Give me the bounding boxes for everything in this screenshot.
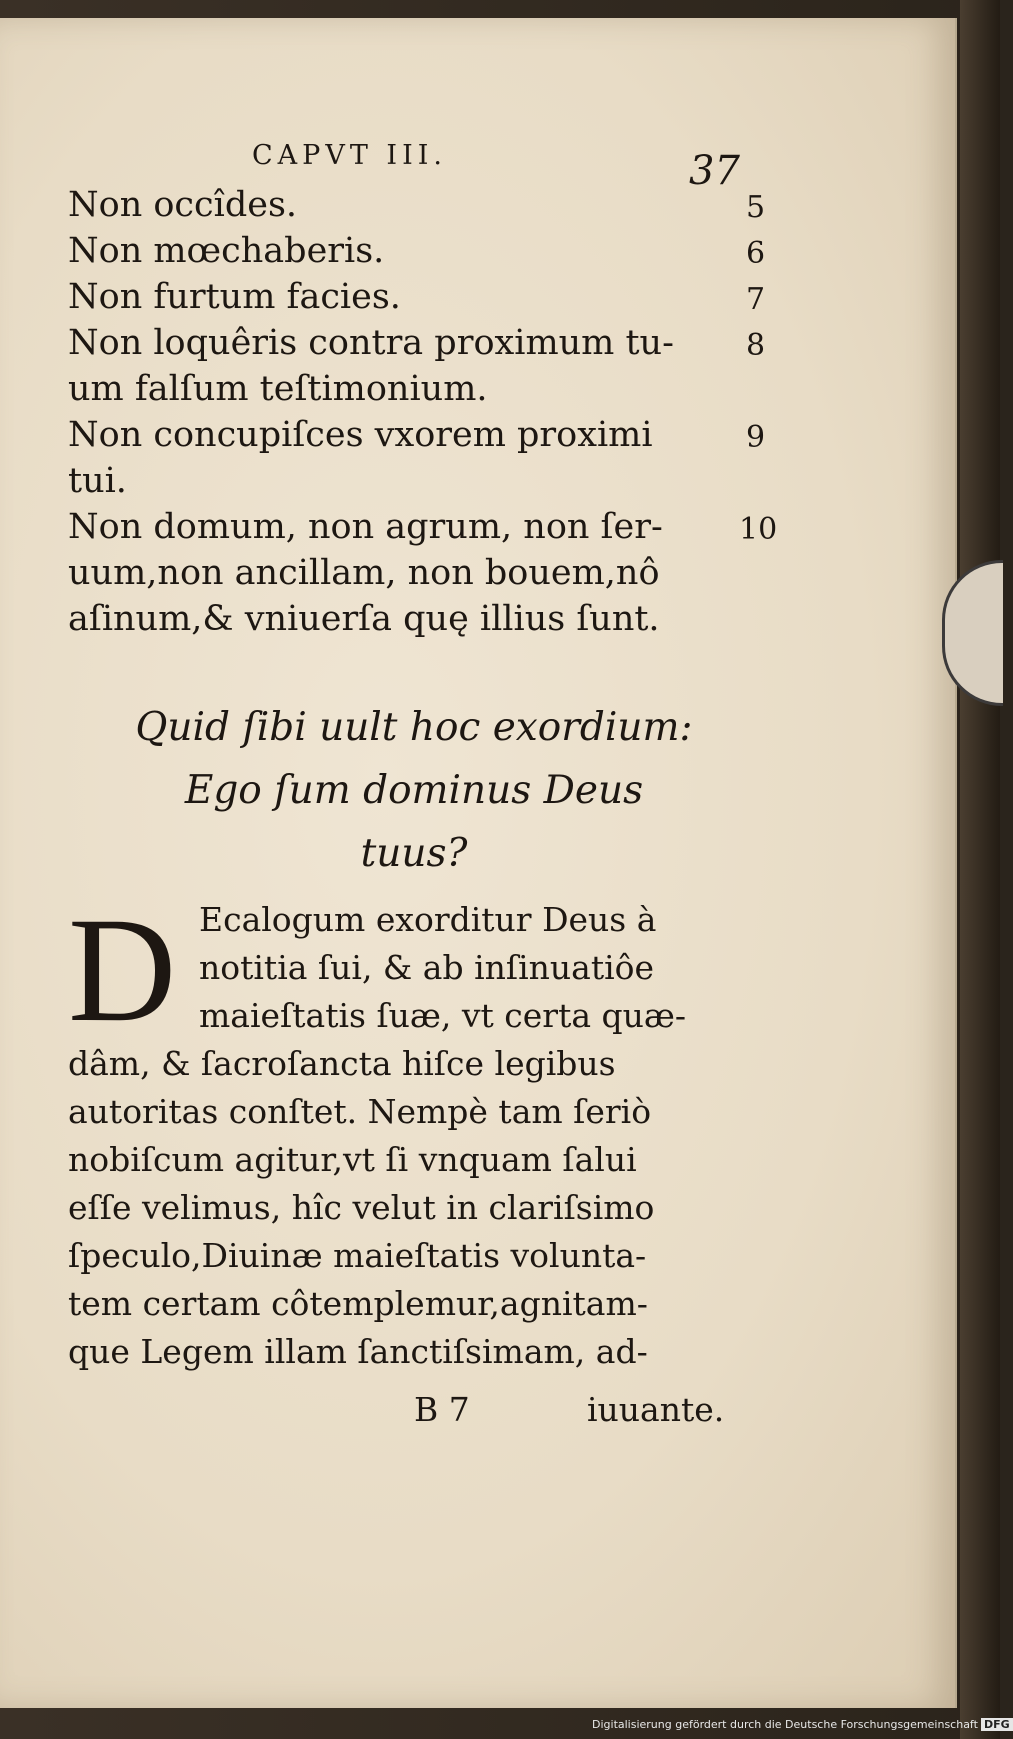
body-line: eſſe velimus, hîc velut in clariſsimo	[68, 1188, 655, 1227]
book-edge	[960, 0, 1000, 1739]
body-line: que Legem illam ſanctiſsimam, ad-	[68, 1332, 648, 1371]
running-head: CAPVT III.	[252, 140, 447, 171]
commandment-line: Non concupiſces vxorem proximi	[68, 415, 653, 455]
commandment-line: Non mœchaberis.	[68, 231, 385, 271]
body-line: tem certam côtemplemur,agnitam-	[68, 1284, 648, 1323]
commandment-number: 5	[746, 190, 766, 225]
body-line: nobiſcum agitur,vt ſi vnquam ſalui	[68, 1140, 637, 1179]
commandment-line: Non domum, non agrum, non ſer-	[68, 507, 663, 547]
credit-text: Digitalisierung gefördert durch die Deutsche Forschungsgemeinschaft	[592, 1718, 978, 1731]
body-line: autoritas conſtet. Nempè tam ſeriò	[68, 1092, 652, 1131]
digitization-credit	[592, 1718, 1013, 1731]
commandment-line: Non loquêris contra proximum tu-	[68, 323, 674, 363]
commandment-number: 9	[746, 420, 766, 455]
body-line: Ecalogum exorditur Deus à	[199, 900, 657, 939]
commandment-number: 10	[739, 512, 778, 547]
signature-mark: B 7	[414, 1390, 470, 1429]
commandment-line: tui.	[68, 461, 127, 501]
commandment-number: 7	[746, 282, 766, 317]
commandment-line: um falſum teſtimonium.	[68, 369, 488, 409]
question-heading-line: Ego ſum dominus Deus	[184, 768, 644, 813]
drop-cap-initial: D	[68, 887, 177, 1053]
body-line: notitia ſui, & ab inſinuatiôe	[199, 948, 655, 987]
catchword: iuuante.	[587, 1390, 725, 1429]
commandment-line: Non furtum facies.	[68, 277, 401, 317]
body-line: ſpeculo,Diuinæ maieſtatis volunta-	[68, 1236, 647, 1275]
folio-number: 37	[689, 148, 740, 194]
commandment-line: Non occîdes.	[68, 185, 298, 225]
body-line: maieſtatis ſuæ, vt certa quæ-	[199, 996, 687, 1035]
question-heading-line: tuus?	[360, 831, 468, 876]
body-line: dâm, & ſacroſancta hiſce legibus	[68, 1044, 616, 1083]
commandment-number: 8	[746, 328, 766, 363]
commandment-line: uum,non ancillam, non bouem,nô	[68, 553, 660, 593]
commandment-number: 6	[746, 236, 766, 271]
commandment-line: aſinum,& vniuerſa quę illius ſunt.	[68, 599, 660, 639]
dfg-logo: DFG	[981, 1718, 1013, 1731]
question-heading-line: Quid ſibi uult hoc exordium:	[135, 705, 693, 750]
